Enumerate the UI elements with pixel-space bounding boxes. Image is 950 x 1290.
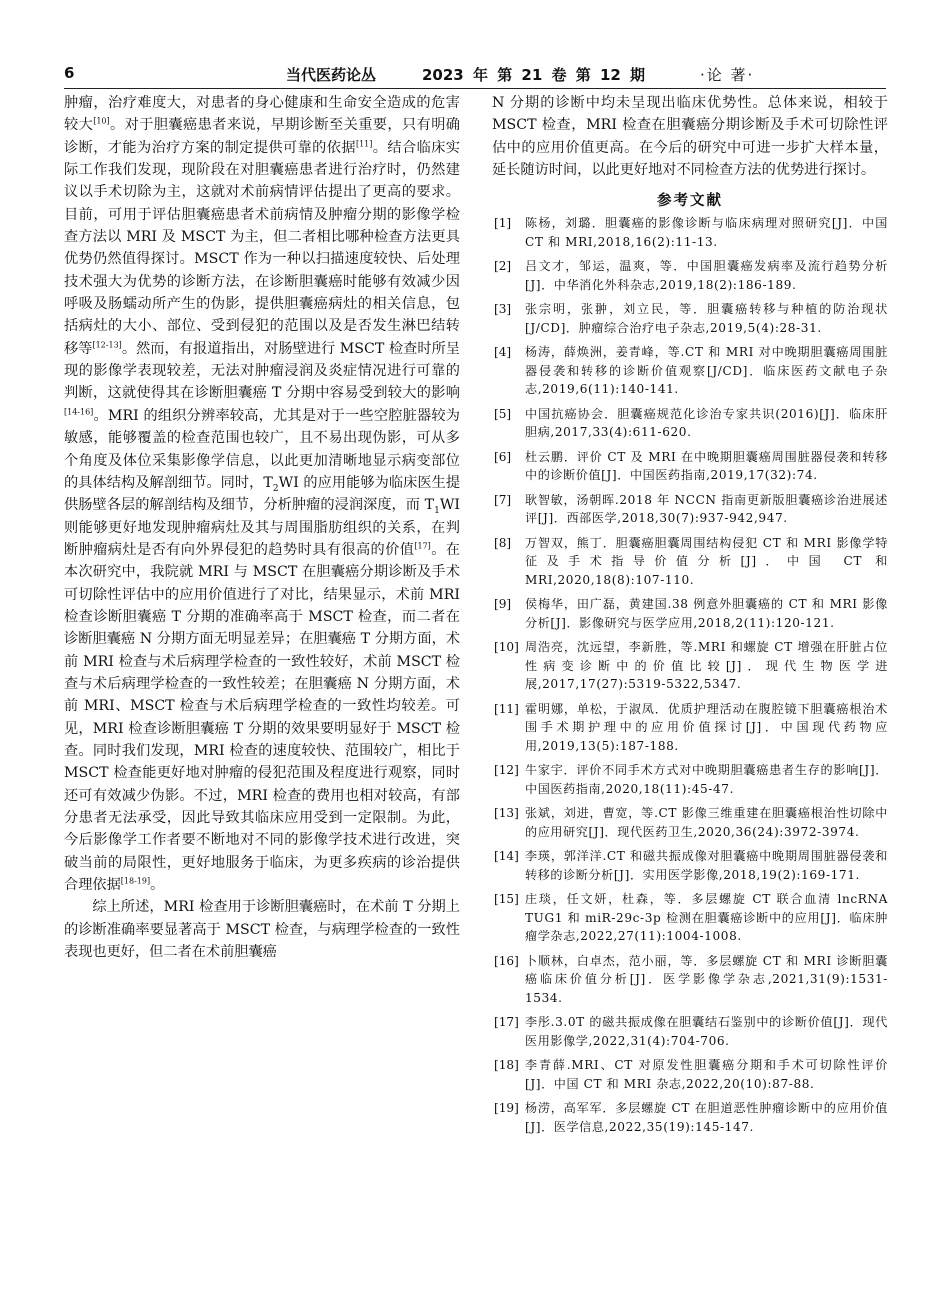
reference-number: [11] xyxy=(494,701,519,716)
reference-number: [18] xyxy=(494,1058,519,1073)
reference-item xyxy=(492,890,888,946)
reference-number: [8] xyxy=(494,535,512,550)
reference-text: 耿智敏，汤朝晖.2018 年 NCCN 指南更新版胆囊癌诊治进展述评[J]．西部医学,2018,30(7):937-942,947. xyxy=(525,492,888,526)
reference-text: 李青薛.MRI、CT 对原发性胆囊癌分期和手术可切除性评价[J]．中国 CT 和 MRI 杂志,2022,20(10):87-88. xyxy=(525,1058,888,1091)
reference-text: 杨涝，高军军．多层螺旋 CT 在胆道恶性肿瘤诊断中的应用价值[J]．医学信息,2022,35(19):145-147. xyxy=(525,1101,888,1134)
reference-number: [4] xyxy=(494,345,512,360)
conclusion-continued: N 分期的诊断中均未呈现出临床优势性。总体来说，相较于 MSCT 检查，MRI 检查在胆囊癌分期诊断及手术可切除性评估中的应用价值更高。在今后的研究中可进一步扩大样本量，延长随访时间，以此更好地对不同检查方法的优势进行探讨。 xyxy=(492,95,888,179)
reference-text: 霍明娜，单松，于淑凤．优质护理活动在腹腔镜下胆囊癌根治术围手术期护理中的应用价值探讨[J]．中国现代药物应用,2019,13(5):187-188. xyxy=(525,701,888,753)
left-column xyxy=(64,92,460,963)
reference-text: 张斌，刘进，曹宽，等.CT 影像三维重建在胆囊癌根治性切除中的应用研究[J]．现代医药卫生,2020,36(24):3972-3974. xyxy=(525,806,888,839)
right-column xyxy=(492,92,888,1142)
reference-text: 李彤.3.0T 的磁共振成像在胆囊结石鉴别中的诊断价值[J]．现代医用影像学,2022,31(4):704-706. xyxy=(525,1015,888,1048)
reference-text: 卜顺林，白卓杰，范小丽，等．多层螺旋 CT 和 MRI 诊断胆囊癌临床价值分析[J]．医学影像学杂志,2021,31(9):1531-1534. xyxy=(525,953,888,1005)
reference-item xyxy=(492,257,888,294)
reference-item xyxy=(492,534,888,590)
reference-text: 牛家宇．评价不同手术方式对中晚期胆囊癌患者生存的影响[J]．中国医药指南,2020,18(11):45-47. xyxy=(525,763,888,796)
reference-text: 李瑛，郭洋洋.CT 和磁共振成像对胆囊癌中晚期周围脏器侵袭和转移的诊断分析[J]．实用医学影像,2018,19(2):169-171. xyxy=(525,849,888,882)
reference-number: [6] xyxy=(494,449,512,464)
reference-text: 张宗明，张翀，刘立民，等．胆囊癌转移与种植的防治现状[J/CD]．肿瘤综合治疗电子杂志,2019,5(4):28-31. xyxy=(525,302,888,335)
reference-item xyxy=(492,300,888,337)
reference-item xyxy=(492,847,888,884)
citation: [17] xyxy=(414,541,431,551)
reference-text: 陈杨，刘璐．胆囊癌的影像诊断与临床病理对照研究[J]．中国 CT 和 MRI,2018,16(2):11-13. xyxy=(525,216,888,249)
reference-item xyxy=(492,761,888,798)
reference-item xyxy=(492,343,888,399)
reference-item xyxy=(492,448,888,485)
reference-text: 周浩亮，沈远望，李新胜，等.MRI 和螺旋 CT 增强在肝脏占位性病变诊断中的价值比较[J]．现代生物医学进展,2017,17(27):5319-5322,5347. xyxy=(525,640,888,692)
conclusion-paragraph: 综上所述，MRI 检查用于诊断胆囊癌时，在术前 T 分期上的诊断准确率要显著高于 MSCT 检查，与病理学检查的一致性表现也更好，但二者在术前胆囊癌 xyxy=(64,899,460,961)
citation: [11] xyxy=(355,138,373,148)
reference-item xyxy=(492,638,888,694)
reference-number: [5] xyxy=(494,406,512,421)
discussion-paragraph: 肿瘤，治疗难度大，对患者的身心健康和生命安全造成的危害较大[10]。对于胆囊癌患者来说，早期诊断至关重要，只有明确诊断，才能为治疗方案的制定提供可靠的依据[11]。结合临床实际工作我们发现，现阶段在对胆囊癌患者进行治疗时，仍然建议以手术切除为主，这就对术前病情评估提出了更高的要求。目前，可用于评估胆囊癌患者术前病情及肿瘤分期的影像学检查方法以 MRI 及 MSCT 为主，但二者相比哪种检查方法更具优势仍然值得探讨。MSCT 作为一种以扫描速度较快、后处理技术强大为优势的诊断方法，在诊断胆囊癌时能够有效减少因呼吸及肠蠕动所产生的伪影，提供胆囊癌病灶的相关信息，包括病灶的大小、部位、受到侵犯的范围以及是否发生淋巴结转移等[12-13]。然而，有报道指出，对肠壁进行 MSCT 检查时所呈现的影像学表现较差，无法对肿瘤浸润及炎症情况进行可靠的判断，这就使得其在诊断胆囊癌 T 分期中容易受到较大的影响[14-16]。MRI 的组织分辨率较高，尤其是对于一些空腔脏器较为敏感，能够覆盖的检查范围也较广，且不易出现伪影，可从多个角度及体位采集影像学信息，以此更加清晰地显示病变部位的具体结构及解剖细节。同时，$T_2WI$ 的应用能够为临床医生提供肠壁各层的解剖结构及细节，分析肿瘤的浸润深度，而 $T_1WI$ 则能够更好地发现肿瘤病灶及其与周围脂肪组织的关系，在判断肿瘤病灶是否有向外界侵犯的趋势时具有很高的价值[17]。在本次研究中，我院就 MRI 与 MSCT 在胆囊癌分期诊断及手术可切除性评估中的应用价值进行了对比，结果显示，术前 MRI 检查诊断胆囊癌 T 分期的准确率高于 MSCT 检查，而二者在诊断胆囊癌 N 分期方面无明显差异；在胆囊癌 T 分期方面，术前 MRI 检查与术后病理学检查的一致性较好，术前 MSCT 检查与术后病理学检查的一致性较差；在胆囊癌 N 分期方面，术前 MRI、MSCT 检查与术后病理学检查的一致性均较差。可见，MRI 检查诊断胆囊癌 T 分期的效果要明显好于 MSCT 检查。同时我们发现，MRI 检查的速度较快、范围较广，相比于 MSCT 检查能更好地对肿瘤的侵犯范围及程度进行观察，同时还可有效减少伪影。不过，MRI 检查的费用也相对较高，有部分患者无法承受，因此导致其临床应用受到一定限制。为此，今后影像学工作者要不断地对不同的影像学技术进行改进，突破当前的局限性，更好地服务于临床，为更多疾病的诊治提供合理依据[18-19]。 xyxy=(64,95,461,894)
citation: [14-16] xyxy=(64,407,94,417)
reference-item xyxy=(492,491,888,528)
reference-item xyxy=(492,1099,888,1136)
running-header xyxy=(64,64,886,86)
page-number: 6 xyxy=(64,64,75,82)
reference-number: [9] xyxy=(494,597,512,612)
reference-number: [19] xyxy=(494,1101,519,1116)
reference-text: 杨涛，薛焕洲，姜青峰，等.CT 和 MRI 对中晚期胆囊癌周围脏器侵袭和转移的诊断价值观察[J/CD]．临床医药文献电子杂志,2019,6(11):140-141. xyxy=(525,345,888,397)
reference-number: [7] xyxy=(494,492,512,507)
reference-number: [10] xyxy=(494,640,519,655)
journal-title: 当代医药论丛 xyxy=(286,66,377,84)
reference-text: 侯梅华，田广磊，黄建国.38 例意外胆囊癌的 CT 和 MRI 影像分析[J]．影像研究与医学应用,2018,2(11):120-121. xyxy=(525,597,888,630)
section-label: ·论 著· xyxy=(700,66,755,84)
reference-text: 吕文才，邹运，温爽，等．中国胆囊癌发病率及流行趋势分析[J]．中华消化外科杂志,2019,18(2):186-189. xyxy=(525,259,888,292)
references-heading: 参考文献 xyxy=(657,193,723,210)
reference-number: [16] xyxy=(494,953,519,968)
reference-item xyxy=(492,1013,888,1050)
citation: [10] xyxy=(93,116,110,126)
reference-number: [2] xyxy=(494,259,512,274)
reference-number: [1] xyxy=(494,216,512,231)
reference-item xyxy=(492,952,888,1008)
reference-item xyxy=(492,1056,888,1093)
citation: [18-19] xyxy=(120,876,151,886)
reference-item xyxy=(492,214,888,251)
reference-list xyxy=(492,214,888,1136)
issue-info: 2023 年 第 21 卷 第 12 期 xyxy=(422,66,646,84)
reference-number: [15] xyxy=(494,892,519,907)
reference-item xyxy=(492,804,888,841)
reference-text: 杜云鹏．评价 CT 及 MRI 在中晚期胆囊癌周围脏器侵袭和转移中的诊断价值[J]．中国医药指南,2019,17(32):74. xyxy=(525,449,888,483)
header-rule xyxy=(64,88,886,89)
reference-item xyxy=(492,405,888,442)
reference-item xyxy=(492,595,888,632)
reference-number: [3] xyxy=(494,302,512,317)
reference-text: 中国抗癌协会．胆囊癌规范化诊治专家共识(2016)[J]．临床肝胆病,2017,33(4):611-620. xyxy=(525,406,888,440)
reference-number: [13] xyxy=(494,806,519,821)
reference-text: 庄琰，任文妍，杜森，等．多层螺旋 CT 联合血清 lncRNA TUG1 和 miR-29c-3p 检测在胆囊癌诊断中的应用[J]．临床肿瘤学杂志,2022,27(11):1004-1008. xyxy=(525,892,888,944)
citation: [12-13] xyxy=(92,340,122,350)
reference-text: 万智双，熊丁．胆囊癌胆囊周围结构侵犯 CT 和 MRI 影像学特征及手术指导价值分析[J]．中国 CT 和 MRI,2020,18(8):107-110. xyxy=(525,535,888,587)
reference-number: [17] xyxy=(494,1015,519,1030)
reference-number: [12] xyxy=(494,763,519,778)
reference-number: [14] xyxy=(494,849,519,864)
reference-item xyxy=(492,700,888,756)
